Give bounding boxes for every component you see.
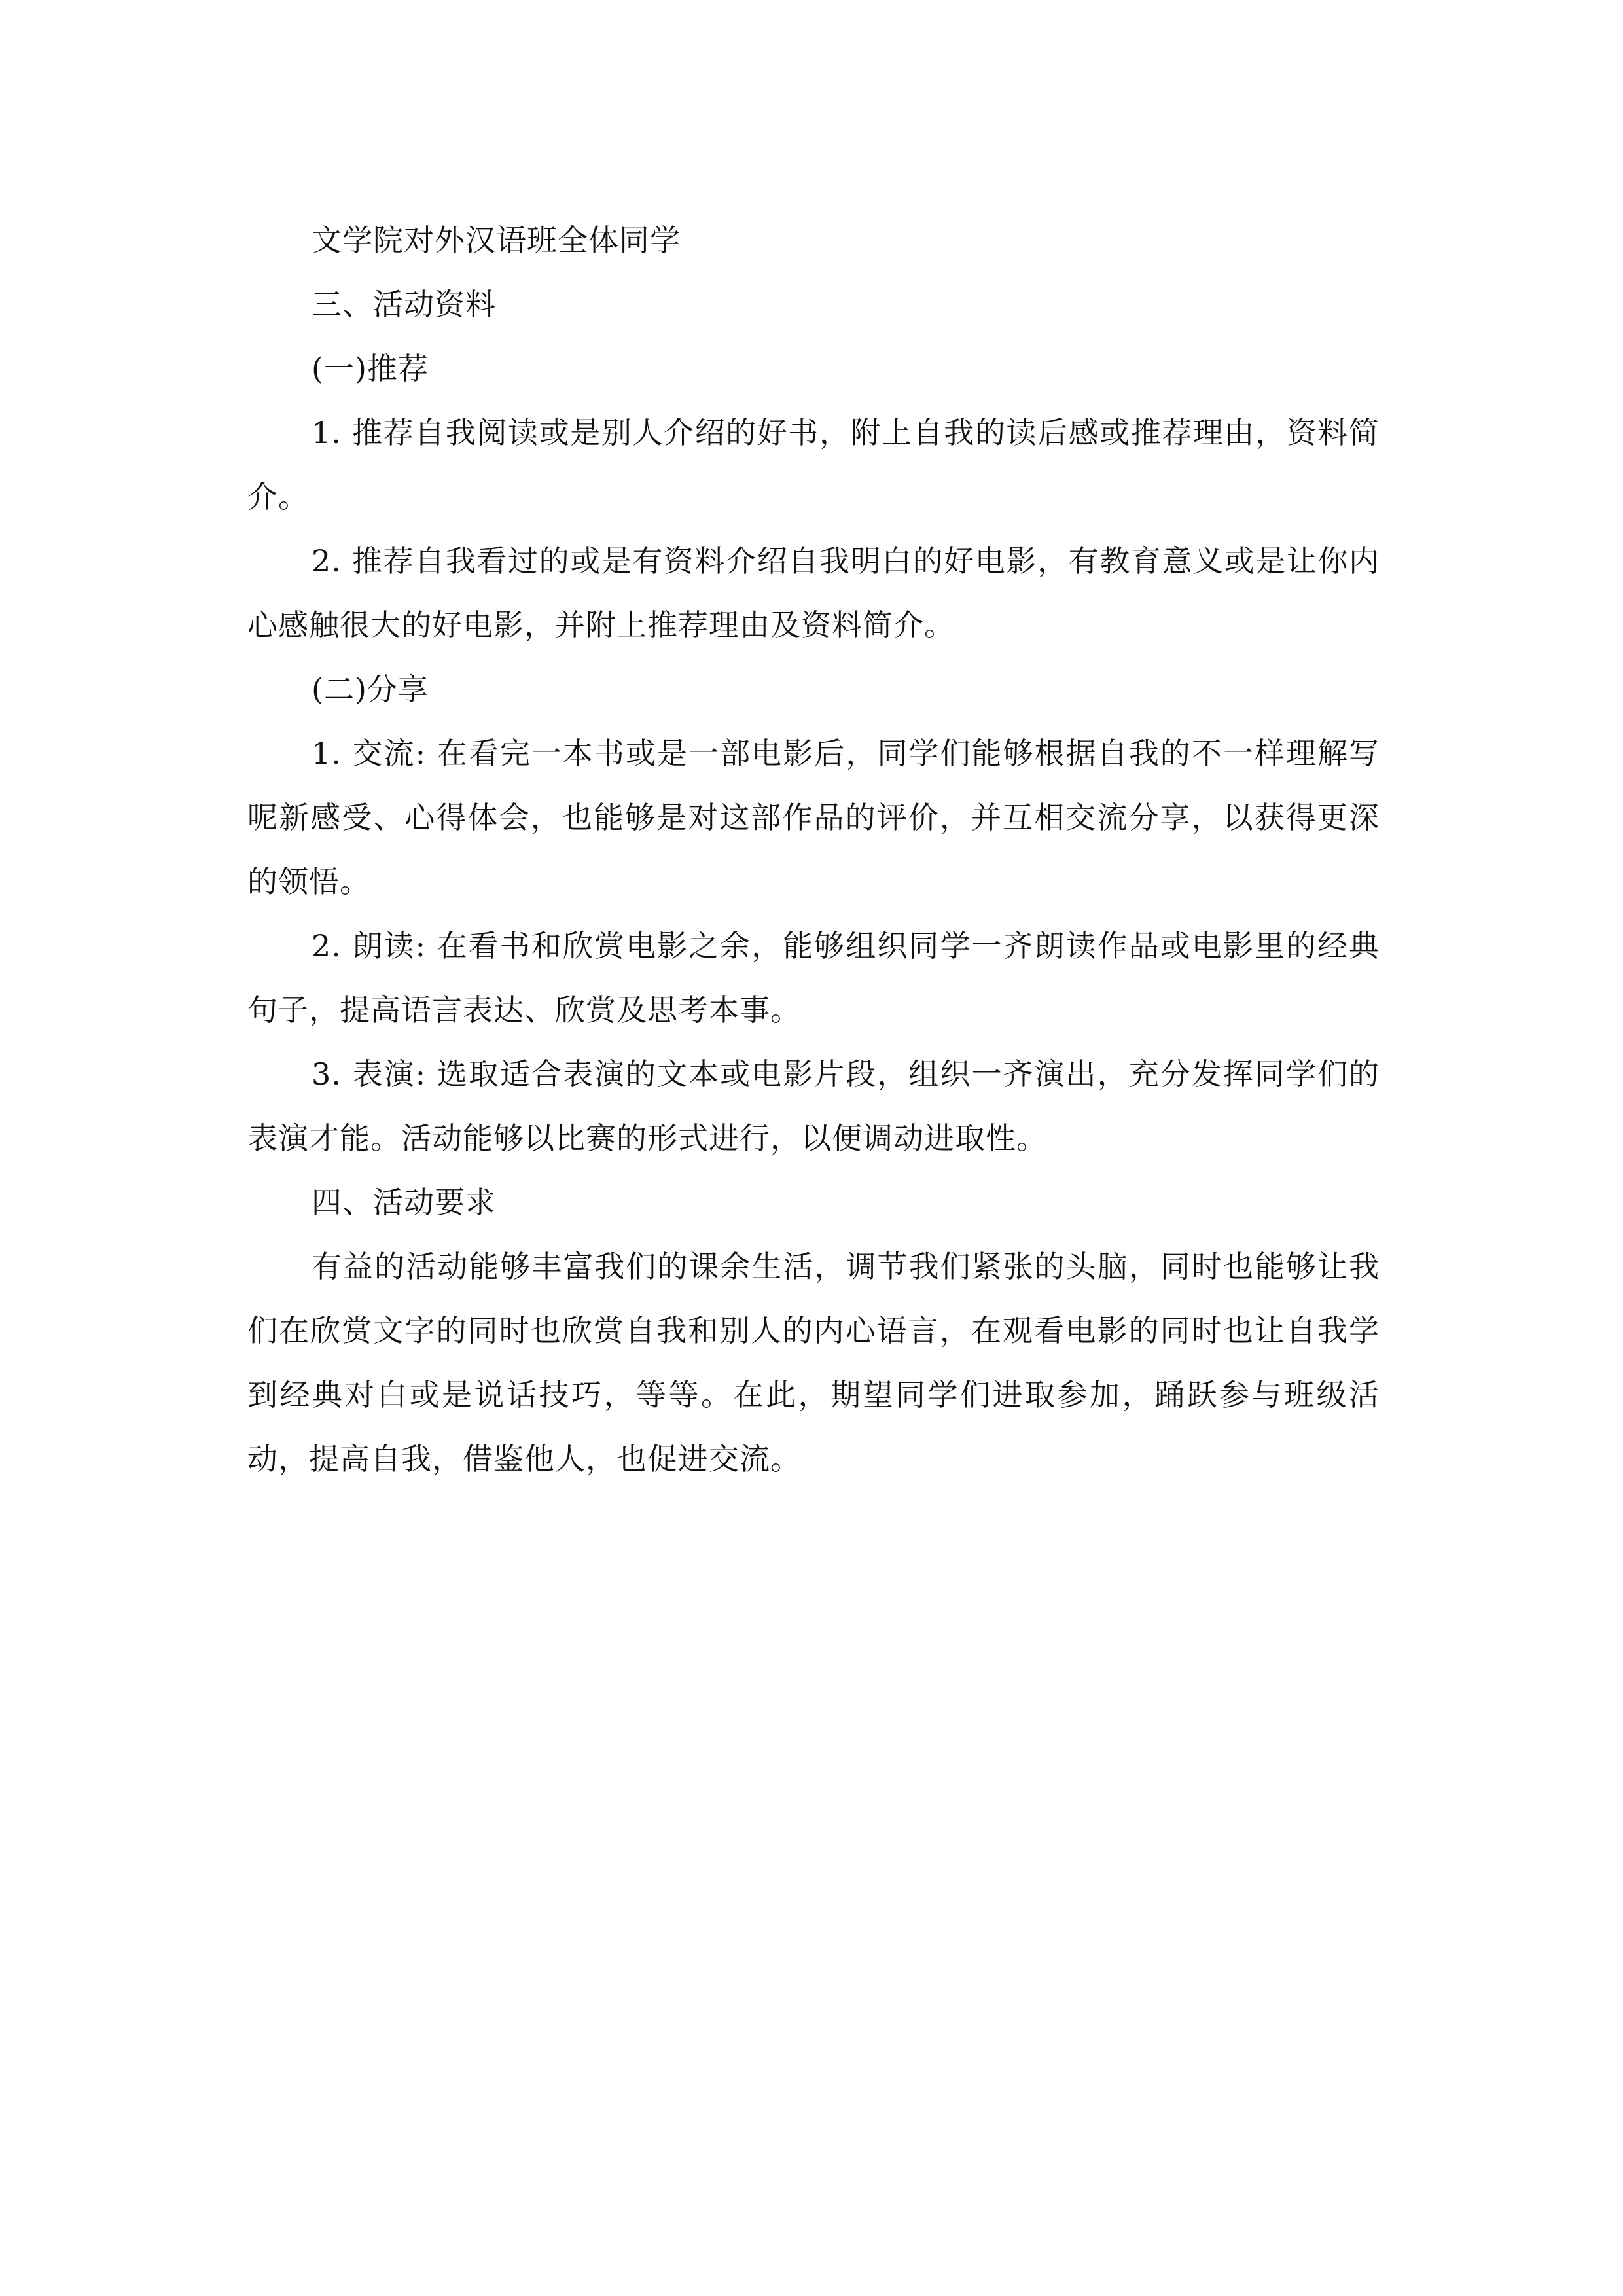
share-item-exchange: 1. 交流: 在看完一本书或是一部电影后，同学们能够根据自我的不一样理解写呢新感受、心得体会，也能够是对这部作品的评价，并互相交流分享，以获得更深的领悟。 bbox=[247, 736, 1380, 899]
participants-line: 文学院对外汉语班全体同学 bbox=[312, 223, 681, 258]
share-item-performance: 3. 表演: 选取适合表演的文本或电影片段，组织一齐演出，充分发挥同学们的表演才能。活动能够以比赛的形式进行，以便调动进取性。 bbox=[247, 1056, 1380, 1156]
section-heading-requirements: 四、活动要求 bbox=[312, 1185, 496, 1220]
requirements-paragraph: 有益的活动能够丰富我们的课余生活，调节我们紧张的头脑，同时也能够让我们在欣赏文字的同时也欣赏自我和别人的内心语言，在观看电影的同时也让自我学到经典对白或是说话技巧，等等。在此，期望同学们进取参加，踊跃参与班级活动，提高自我，借鉴他人，也促进交流。 bbox=[247, 1249, 1380, 1477]
recommend-item-films: 2. 推荐自我看过的或是有资料介绍自我明白的好电影，有教育意义或是让你内心感触很大的好电影，并附上推荐理由及资料简介。 bbox=[247, 543, 1380, 643]
subsection-heading-share: (二)分享 bbox=[312, 672, 429, 707]
recommend-item-books: 1. 推荐自我阅读或是别人介绍的好书，附上自我的读后感或推荐理由，资料简介。 bbox=[247, 415, 1380, 514]
document-body bbox=[247, 208, 1380, 1491]
subsection-heading-recommend: (一)推荐 bbox=[312, 351, 429, 386]
section-heading-activity-content: 三、活动资料 bbox=[312, 287, 496, 322]
share-item-reading-aloud: 2. 朗读: 在看书和欣赏电影之余，能够组织同学一齐朗读作品或电影里的经典句子，提高语言表达、欣赏及思考本事。 bbox=[247, 928, 1380, 1028]
